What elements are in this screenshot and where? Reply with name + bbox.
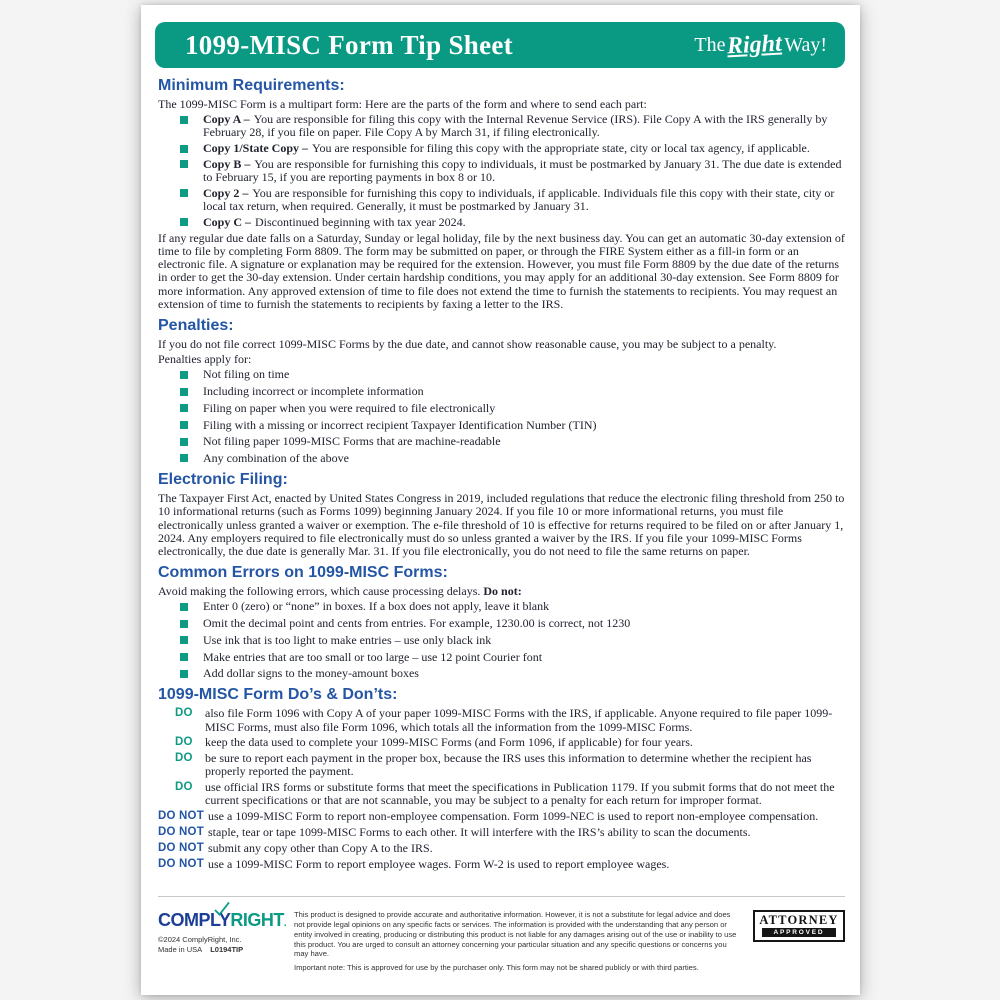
- header-banner: [155, 22, 845, 68]
- square-bullet-icon: [180, 160, 188, 168]
- copy-list: [158, 113, 845, 229]
- square-bullet-icon: [180, 189, 188, 197]
- copyright-line: ©2024 ComplyRight, Inc.: [158, 935, 242, 945]
- brand-right: Right: [726, 30, 783, 59]
- brand-way: Way!: [784, 33, 827, 56]
- square-bullet-icon: [180, 145, 188, 153]
- square-bullet-icon: [180, 620, 188, 628]
- square-bullet-icon: [180, 454, 188, 462]
- legal-text-block: [280, 910, 753, 977]
- list-item: Including incorrect or incomplete information: [158, 385, 845, 398]
- list-item: Filing on paper when you were required to file electronically: [158, 402, 845, 415]
- do-not-label: DO NOT: [158, 858, 204, 871]
- penalties-list: [158, 368, 845, 465]
- footer-divider: [158, 896, 845, 897]
- electronic-filing-paragraph: The Taxpayer First Act, enacted by United States Congress in 2019, included regulations that reduce the electronic filing threshold from 250 to 10 informational returns (such as Forms 1099) beginning January 2024. If you file 10 or more informational returns, you must file electronically unless granted a waiver or exemption. The e-file threshold of 10 is effective for returns required to be filed on or after January 1, 2024. Any employers required to file electronically must do so unless granted a waiver by the IRS. If you file your 1099-MISC Forms electronically, the due date is generally Mar. 31. If you file electronically, you do not need to file the same returns on paper.: [158, 491, 845, 558]
- do-not-item: DO NOT staple, tear or tape 1099-MISC Forms to each other. It will interfere with the IRS’s ability to scan the documents.: [158, 825, 751, 840]
- section-heading-dos-donts: 1099-MISC Form Do’s & Don’ts:: [158, 686, 398, 704]
- list-item: Not filing on time: [158, 368, 845, 381]
- list-item: Omit the decimal point and cents from entries. For example, 1230.00 is correct, not 1230: [158, 617, 845, 630]
- square-bullet-icon: [180, 438, 188, 446]
- made-in-line: Made in USA L0194TIP: [158, 945, 244, 955]
- section-heading-penalties: Penalties:: [158, 317, 234, 335]
- do-label: DO: [175, 780, 193, 793]
- square-bullet-icon: [180, 603, 188, 611]
- do-label: DO: [175, 736, 193, 749]
- extension-paragraph: If any regular due date falls on a Saturday, Sunday or legal holiday, file by the next business day. You can get an automatic 30-day extension of time to file by completing Form 8809. The form may be submitted on paper, or through the FIRE System either as a fill-in form or an electronic file. A signature or explanation may be required for the extension. However, you must file Form 8809 by the due date of the returns in order to get the 30-day extension. Under certain hardship conditions, you may apply for an additional 30-day extension. See Form 8809 for more information. Any approved extension of time to file does not extend the time to furnish the statements to recipients. You may request an extension of time to furnish the statements to recipients by faxing a letter to the IRS.: [158, 230, 845, 311]
- do-item: DO be sure to report each payment in the proper box, because the IRS uses this information to determine whether the recipient has properly reported the payment.: [175, 751, 812, 779]
- important-note: Important note: This is approved for use by the purchaser only. This form may not be shared publicly or with third parties.: [294, 963, 699, 973]
- list-item: Not filing paper 1099-MISC Forms that are machine-readable: [158, 435, 845, 448]
- page-title: 1099-MISC Form Tip Sheet: [185, 30, 513, 60]
- section-heading-electronic-filing: Electronic Filing:: [158, 471, 288, 489]
- common-errors-list: [158, 600, 845, 680]
- penalties-intro-line1: If you do not file correct 1099-MISC Forms by the due date, and cannot show reasonable cause, you may be subject to a penalty.: [158, 337, 777, 352]
- list-item: Copy C – Discontinued beginning with tax year 2024.: [158, 216, 845, 229]
- square-bullet-icon: [180, 218, 188, 226]
- check-swoosh-icon: [214, 902, 230, 916]
- tip-sheet-page: [141, 5, 860, 995]
- do-item: DO use official IRS forms or substitute forms that meet the specifications in Publication 1179. If you submit forms that do not meet the current specifications or that are not scannable, you may be subject to a penalty for each return for improper format.: [175, 779, 835, 808]
- do-not-item: DO NOT submit any copy other than Copy A to the IRS.: [158, 841, 433, 856]
- list-item: Any combination of the above: [158, 452, 845, 465]
- square-bullet-icon: [180, 371, 188, 379]
- do-not-item: DO NOT use a 1099-MISC Form to report non-employee compensation. Form 1099-NEC is used to report non-employee compensation.: [158, 808, 819, 823]
- list-item: Use ink that is too light to make entries – use only black ink: [158, 634, 845, 647]
- square-bullet-icon: [180, 670, 188, 678]
- do-label: DO: [175, 707, 193, 720]
- square-bullet-icon: [180, 116, 188, 124]
- document-body: [158, 77, 845, 875]
- the-right-way-logo: [694, 22, 827, 68]
- section-heading-minimum-requirements: Minimum Requirements:: [158, 77, 345, 94]
- do-not-emphasis: Do not:: [483, 584, 522, 599]
- list-item: Filing with a missing or incorrect recipient Taxpayer Identification Number (TIN): [158, 419, 845, 432]
- complyright-block: [158, 910, 287, 955]
- page-footer: [158, 896, 845, 977]
- list-item: Copy 1/State Copy – You are responsible for filing this copy with the appropriate state, city or local tax agency, if applicable.: [158, 142, 845, 155]
- list-item: Copy 2 – You are responsible for furnishing this copy to individuals, if applicable. Individuals file this copy with their state, city or local tax return, when required. Generally, it must be postmarked by January 31.: [158, 187, 845, 213]
- do-item: DO also file Form 1096 with Copy A of your paper 1099-MISC Forms with the IRS, if applicable. Anyone required to file paper 1099-MISC Forms, must also file Form 1096, which totals all the information from the 1099-MISC Forms.: [175, 706, 833, 734]
- square-bullet-icon: [180, 421, 188, 429]
- sku-code: L0194TIP: [210, 945, 244, 955]
- section-heading-common-errors: Common Errors on 1099-MISC Forms:: [158, 564, 448, 582]
- attorney-approved-badge: ATTORNEY APPROVED: [753, 910, 845, 942]
- list-item: Add dollar signs to the money-amount boxes: [158, 667, 845, 680]
- penalties-intro-line2: Penalties apply for:: [158, 352, 252, 367]
- list-item: Make entries that are too small or too large – use 12 point Courier font: [158, 651, 845, 664]
- list-item: Copy B – You are responsible for furnishing this copy to individuals, it must be postmarked by January 31. The due date is extended to February 15, if you are reporting payments in box 8 or 10.: [158, 158, 845, 184]
- do-item: DO keep the data used to complete your 1099-MISC Forms (and Form 1096, if applicable) for four years.: [175, 735, 693, 750]
- list-item: Enter 0 (zero) or “none” in boxes. If a box does not apply, leave it blank: [158, 600, 845, 613]
- brand-the: The: [694, 33, 726, 56]
- square-bullet-icon: [180, 653, 188, 661]
- common-errors-intro: Avoid making the following errors, which cause processing delays. Do not:: [158, 584, 522, 599]
- legal-paragraph: This product is designed to provide accurate and authoritative information. However, it is not a substitute for legal advice and does not provide legal opinions on any specific facts or services. The information is provided with the understanding that any person or entity involved in creating, producing or distributing this product is not liable for any damages arising out of the use or inability to use this product. You are urged to consult an attorney concerning your particular situation and any specific questions or concerns you may have.: [294, 910, 737, 959]
- do-not-label: DO NOT: [158, 842, 204, 855]
- square-bullet-icon: [180, 636, 188, 644]
- do-not-label: DO NOT: [158, 826, 204, 839]
- square-bullet-icon: [180, 388, 188, 396]
- complyright-logo: COMPLYRIGHT.: [158, 910, 280, 931]
- minimum-requirements-intro: The 1099-MISC Form is a multipart form: Here are the parts of the form and where to send each part:: [158, 97, 647, 111]
- do-label: DO: [175, 752, 193, 765]
- do-not-item: DO NOT use a 1099-MISC Form to report employee wages. Form W-2 is used to report employee wages.: [158, 857, 670, 872]
- list-item: Copy A – You are responsible for filing this copy with the Internal Revenue Service (IRS). File Copy A with the IRS generally by February 28, if you file on paper. File Copy A by March 31, if filing electronically.: [158, 113, 845, 139]
- square-bullet-icon: [180, 404, 188, 412]
- do-not-label: DO NOT: [158, 809, 204, 822]
